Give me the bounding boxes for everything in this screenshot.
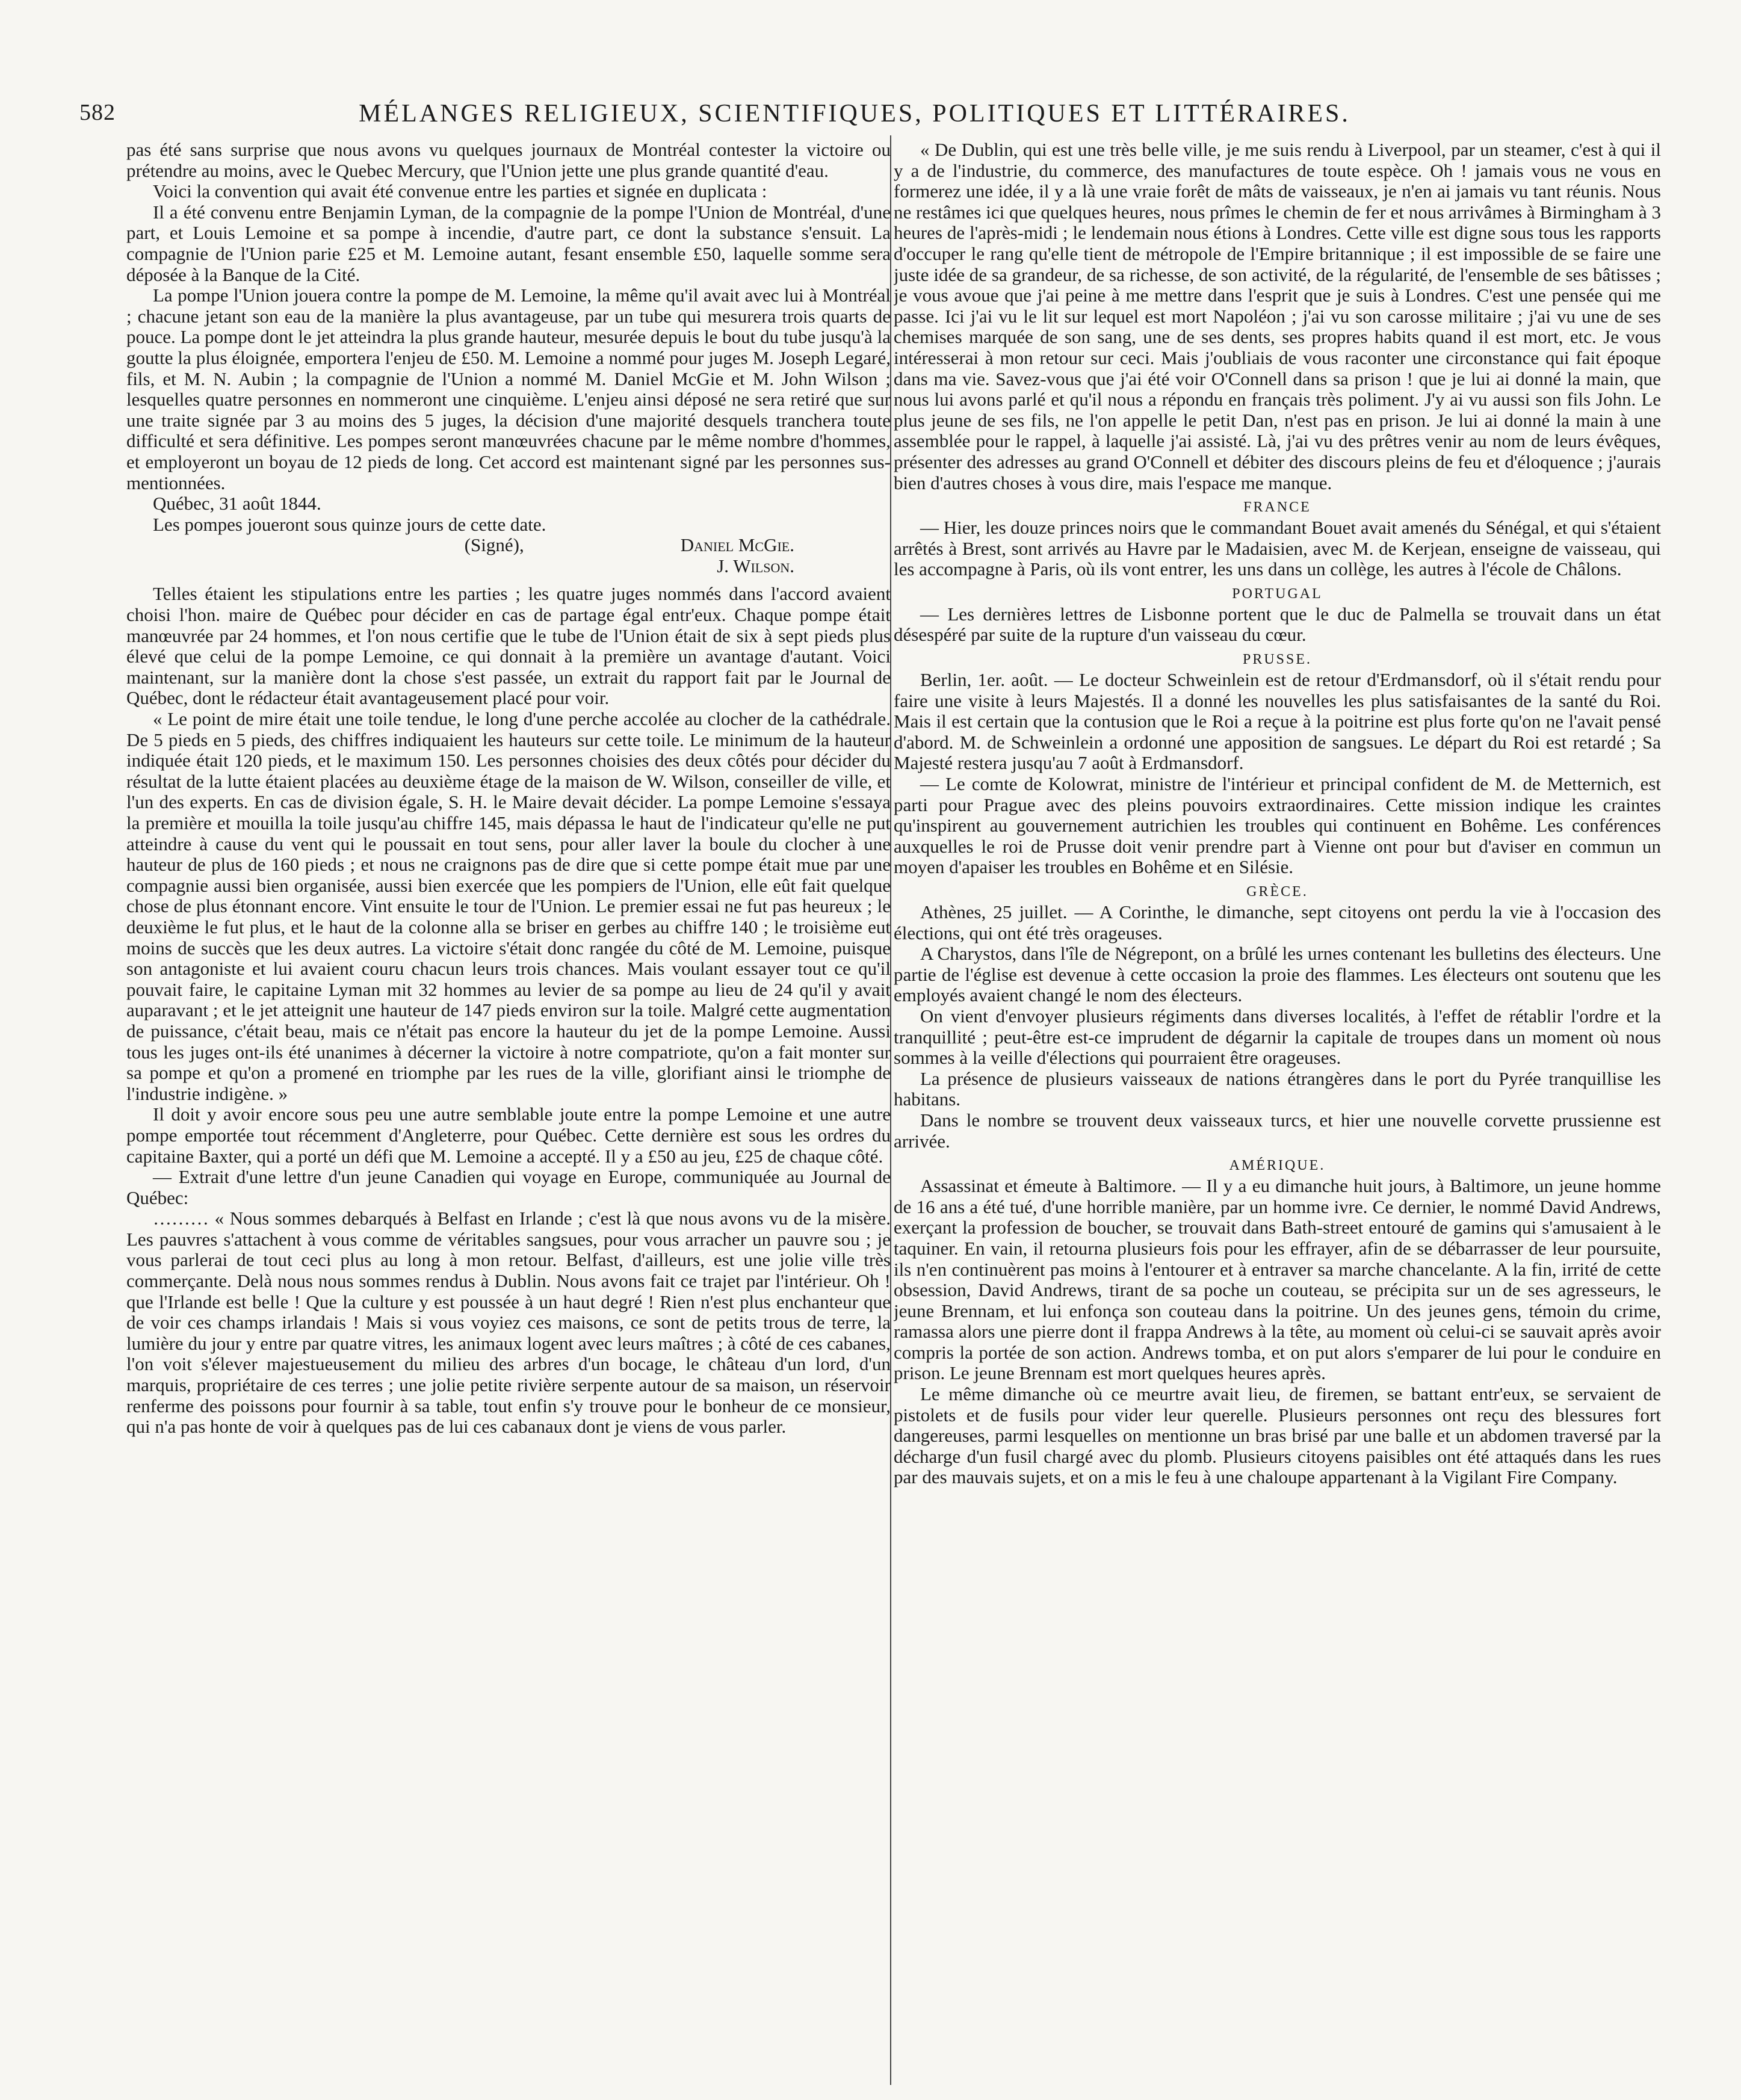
left-column — [126, 140, 891, 2083]
paragraph: Le même dimanche où ce meurtre avait lieu, de firemen, se battant entr'eux, se servaient de pistolets et de fusils pour vider leur querelle. Plusieurs personnes ont reçu des blessures fort dangereuses, parmi lesquelles on mentionne un bras brisé par une balle et un abdomen traversé par la décharge d'un fusil chargé avec du plomb. Plusieurs citoyens paisibles ont été attaqués dans les rues par des mauvais sujets, et on a mis le feu à une chaloupe appartenant à la Vigilant Fire Company. — [894, 1383, 1661, 1488]
paragraph: Athènes, 25 juillet. — A Corinthe, le dimanche, sept citoyens ont perdu la vie à l'occasion des élections, qui ont été très orageuses. — [894, 901, 1661, 943]
paragraph: « De Dublin, qui est une très belle ville, je me suis rendu à Liverpool, par un steamer, c'est à qui il y a de l'industrie, du commerce, des manufactures de toute espèce. Oh ! jamais vous ne vous en formerez une idée, il y a là une vraie forêt de mâts de vaisseaux, je n'en ai jamais vu tant réunis. Nous ne restâmes ici que quelques heures, nous prîmes le chemin de fer et nous arrivâmes à Birmingham à 3 heures de l'après-midi ; le lendemain nous étions à Londres. Cette ville est digne sous tous les rapports d'occuper le rang qu'elle tient de métropole de l'Empire britannique ; il est impossible de se faire une juste idée de sa grandeur, de sa richesse, de son activité, de la régularité, de l'ensemble de ses bâtisses ; je vous avoue que j'ai peine à me mettre dans l'esprit que je suis à Londres. C'est une pensée qui me passe. Ici j'ai vu le lit sur lequel est mort Napoléon ; j'ai vu son carosse militaire ; j'ai vu une de ses chemises marquée de son sang, une de ses dents, ses propres habits quand il est mort, etc. Je vous intéresserai à mon retour sur ceci. Mais j'oubliais de vous raconter une circonstance qui fait époque dans ma vie. Savez-vous que j'ai été voir O'Connell dans sa prison ! que je lui ai donné la main, que nous lui avons parlé et qu'il nous a répondu en français très poliment. J'y ai vu aussi son fils John. Le plus jeune de ses fils, ne l'on appelle le petit Dan, n'est pas en prison. Je lui ai donné la main à une assemblée pour le rappel, à laquelle j'ai assisté. Là, j'ai vu des prêtres venir au nom de leurs évêques, présenter des adresses au grand O'Connell et débiter des discours pleins de feu et d'éloquence ; j'aurais bien d'autres choses à vous dire, mais l'espace me manque. — [894, 140, 1661, 493]
paragraph: Il doit y avoir encore sous peu une autre semblable joute entre la pompe Lemoine et une autre pompe emportée tout récemment d'Angleterre, pour Québec. Cette dernière est sous les ordres du capitaine Baxter, qui a porté un défi que M. Lemoine a accepté. Il y a £50 au jeu, £25 de chaque côté. — [126, 1104, 891, 1167]
section-heading-amerique: AMÉRIQUE. — [1229, 1158, 1326, 1174]
section-heading-grece: GRÈCE. — [1246, 884, 1308, 900]
page-header — [72, 99, 1637, 133]
section-heading-prusse: PRUSSE. — [1242, 652, 1313, 668]
page-number: 582 — [79, 100, 116, 125]
paragraph: pas été sans surprise que nous avons vu quelques journaux de Montréal contester la victoire ou prétendre au moins, avec le Quebec Mercury, que l'Union jette une plus grande quantité d'eau. — [126, 140, 891, 181]
paragraph: Telles étaient les stipulations entre les parties ; les quatre juges nommés dans l'accord avaient choisi l'hon. maire de Québec pour décider en cas de partage égal entr'eux. Chaque pompe était manœuvrée par 24 hommes, et l'on nous certifie que le tube de l'Union était de six à sept pieds plus élevé que celui de la pompe Lemoine, ce qui donnait à la première un avantage d'autant. Voici maintenant, sur la manière dont la chose s'est passée, un extrait du rapport fait par le Journal de Québec, dont le rédacteur était avantageusement placé pour voir. — [126, 583, 891, 709]
signed-label: (Signé), — [464, 534, 524, 556]
signature-name: Daniel McGie. — [680, 534, 794, 556]
signature-name: J. Wilson. — [717, 555, 794, 576]
running-title: MÉLANGES RELIGIEUX, SCIENTIFIQUES, POLITIQUES ET LITTÉRAIRES. — [359, 100, 1350, 128]
paragraph: Berlin, 1er. août. — Le docteur Schweinlein est de retour d'Erdmansdorf, où il s'était rendu pour faire une visite à leurs Majestés. Il a donné les nouvelles les plus satisfaisantes de la santé du Roi. Mais il est certain que la contusion que le Roi a reçue à la poitrine est plus forte qu'on ne l'avait pensé d'abord. M. de Schweinlein a ordonné une apposition de sangsues. Le départ du Roi est retardé ; Sa Majesté restera jusqu'au 7 août à Erdmansdorf. — [894, 669, 1661, 774]
paragraph: — Les dernières lettres de Lisbonne portent que le duc de Palmella se trouvait dans un état désespéré par suite de la rupture d'un vaisseau du cœur. — [894, 603, 1661, 646]
section-heading-portugal: PORTUGAL — [1232, 585, 1323, 602]
paragraph: Les pompes joueront sous quinze jours de cette date. — [153, 513, 546, 535]
paragraph: Voici la convention qui avait été convenue entre les parties et signée en duplicata : — [153, 181, 767, 202]
paragraph: — Extrait d'une lettre d'un jeune Canadien qui voyage en Europe, communiquée au Journal de Québec: — [126, 1166, 891, 1208]
paragraph: La présence de plusieurs vaisseaux de nations étrangères dans le port du Pyrée tranquillise les habitans. — [894, 1067, 1661, 1110]
paragraph: — Le comte de Kolowrat, ministre de l'intérieur et principal confident de M. de Metternich, est parti pour Prague avec des pleins pouvoirs extraordinaires. Cette mission indique les craintes qu'inspirent au gouvernement autrichien les troubles qui continuent en Bohême. Les conférences auxquelles le roi de Prusse doit venir prendre part à Vienne ont pour but d'aviser en commun un moyen d'apaiser les troubles en Bohême et en Silésie. — [894, 773, 1661, 878]
paragraph: A Charystos, dans l'île de Négrepont, on a brûlé les urnes contenant les bulletins des électeurs. Une partie de l'église est devenue à cette occasion la proie des flammes. Les électeurs ont soutenu que les employés avaient changé le nom des électeurs. — [894, 943, 1661, 1006]
paragraph: Il a été convenu entre Benjamin Lyman, de la compagnie de la pompe l'Union de Montréal, d'une part, et Louis Lemoine et sa pompe à incendie, d'autre part, ce dont la substance s'ensuit. La compagnie de l'Union parie £25 et M. Lemoine autant, fesant ensemble £50, laquelle somme sera déposée à la Banque de la Cité. — [126, 201, 891, 285]
date-line: Québec, 31 août 1844. — [153, 493, 321, 514]
paragraph: On vient d'envoyer plusieurs régiments dans diverses localités, à l'effet de rétablir l'ordre et la tranquillité ; peut-être est-ce imprudent de dégarnir la capitale de troupes dans un moment où nous sommes à la veille d'élections qui pourraient être orageuses. — [894, 1005, 1661, 1069]
paragraph: Assassinat et émeute à Baltimore. — Il y a eu dimanche huit jours, à Baltimore, un jeune homme de 16 ans a été tué, d'une horrible manière, par un homme ivre. Ce dernier, le nommé David Andrews, exerçant la profession de boucher, se trouvait dans Bath-street entouré de gamins qui s'amusaient à le taquiner. En vain, il retourna plusieurs fois pour les effrayer, afin de se débarrasser de leur poursuite, ils n'en continuèrent pas moins à l'entourer et à entraver sa marche chancelante. A la fin, irrité de cette obsession, David Andrews, tirant de sa poche un couteau, se précipita sur un de ses agresseurs, le jeune Brennam, et lui enfonça son couteau dans la poitrine. Un des jeunes gens, témoin du crime, ramassa alors une pierre dont il frappa Andrews à la tête, au moment où celui-ci se sauvait après avoir compris la portée de son action. Andrews tomba, et on put alors s'emparer de lui pour le conduire en prison. Le jeune Brennam est mort quelques heures après. — [894, 1175, 1661, 1384]
section-heading-france: FRANCE — [1243, 499, 1311, 516]
right-column — [894, 140, 1661, 2083]
paragraph: La pompe l'Union jouera contre la pompe de M. Lemoine, la même qu'il avait avec lui à Montréal ; chacune jetant son eau de la manière la plus avantageuse, par un tube qui mesurera trois quarts de pouce. La pompe dont le jet atteindra la plus grande hauteur, mesurée depuis le bout du tube jusqu'à la goutte la plus éloignée, emportera l'enjeu de £50. M. Lemoine a nommé pour juges M. Joseph Legaré, fils, et M. N. Aubin ; la compagnie de l'Union a nommé M. Daniel McGie et M. John Wilson ; lesquelles quatre personnes en nommeront une cinquième. L'enjeu ainsi déposé ne sera retiré que sur une traite signée par 3 au moins des 5 juges, la décision d'une majorité desquels tranchera toute difficulté et sera définitive. Les pompes seront manœuvrées chacune par le même nombre d'hommes, et employeront un boyau de 12 pieds de long. Cet accord est maintenant signé par les personnes sus-mentionnées. — [126, 285, 891, 493]
paragraph: « Le point de mire était une toile tendue, le long d'une perche accolée au clocher de la cathédrale. De 5 pieds en 5 pieds, des chiffres indiquaient les hauteurs sur cette toile. Le minimum de la hauteur indiquée était 120 pieds, et le maximum 150. Les personnes choisies des deux côtés pour décider du résultat de la lutte étaient placées au deuxième étage de la maison de W. Wilson, conseiller de ville, et l'un des experts. En cas de division égale, S. H. le Maire devait décider. La pompe Lemoine s'essaya la première et mouilla la toile jusqu'au chiffre 145, mais dépassa le haut de l'indicateur qu'elle ne put atteindre à cause du vent qui le poussait en tout sens, pour aller laver la boule du clocher à une hauteur de plus de 160 pieds ; et nous ne craignons pas de dire que si cette pompe était mue par une compagnie aussi bien organisée, aussi bien exercée que les pompiers de l'Union, elle eût fait quelque chose de plus étonnant encore. Vint ensuite le tour de l'Union. Le premier essai ne fut pas heureux ; le deuxième le fut plus, et le haut de la colonne alla se briser en gerbes au chiffre 140 ; le troisième eut moins de succès que les deux autres. La victoire s'était donc rangée du côté de M. Lemoine, puisque son antagoniste et lui avaient couru chacun leurs trois chances. Mais voulant essayer tout ce qu'il pouvait faire, le capitaine Lyman mit 32 hommes au levier de sa pompe au lieu de 24 qu'il y avait auparavant ; et le jet atteignit une hauteur de 147 pieds environ sur la toile. Malgré cette augmentation de puissance, c'était beau, mais ce n'était pas encore la hauteur du jet de la pompe Lemoine. Aussi tous les juges ont-ils été unanimes à décerner la victoire à notre compatriote, qu'on a fait monter sur sa pompe et qu'on a promené en triomphe par les rues de la ville, glorifiant ainsi le triomphe de l'industrie indigène. » — [126, 708, 891, 1104]
paragraph: — Hier, les douze princes noirs que le commandant Bouet avait amenés du Sénégal, et qui s'étaient arrêtés à Brest, sont arrivés au Havre par le Madaisien, avec M. de Kerjean, enseigne de vaisseau, qui les accompagne à Paris, où ils vont entrer, les uns dans un collège, les autres à l'école de Châlons. — [894, 517, 1661, 580]
paragraph: ……… « Nous sommes debarqués à Belfast en Irlande ; c'est là que nous avons vu de la misère. Les pauvres s'attachent à vous comme de véritables sangsues, pour vous arracher un pauvre sou ; je vous parlerai de tout ceci plus au long à mon retour. Belfast, d'ailleurs, est une jolie ville très commerçante. Delà nous nous sommes rendus à Dublin. Nous avons fait ce trajet par l'intérieur. Oh ! que l'Irlande est belle ! Que la culture y est poussée à un haut degré ! Rien n'est plus enchanteur que de voir ces champs irlandais ! Mais si vous voyiez ces maisons, ce sont de petits trous de terre, la lumière du jour y entre par quatre vitres, les animaux logent avec leurs maîtres ; à côté de ces cabanes, l'on voit s'élever majestueusement du milieu des arbres d'un bocage, le château d'un lord, d'un marquis, propriétaire de ces terres ; une jolie petite rivière serpente autour de sa maison, un réservoir renferme des poissons pour fournir à sa table, tout enfin s'y trouve pour le bonheur de ce monsieur, qui n'a pas honte de voir à quelques pas de lui ces cabanaux dont je viens de vous parler. — [126, 1208, 891, 1438]
signature-row — [126, 535, 891, 556]
paragraph: Dans le nombre se trouvent deux vaisseaux turcs, et hier une nouvelle corvette prussienne est arrivée. — [894, 1109, 1661, 1152]
